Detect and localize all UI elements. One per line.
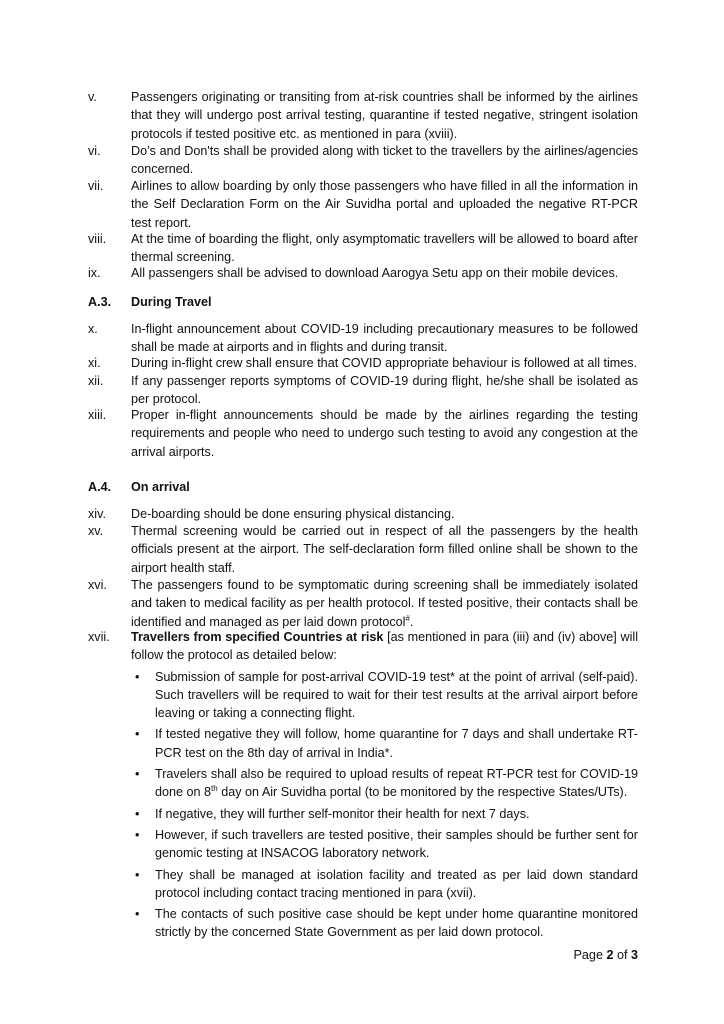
item-number: xvii. xyxy=(88,630,110,644)
section-number: A.3. xyxy=(88,295,112,309)
item-text: Proper in-flight announcements should be made by the airlines regarding the testing requirements and people who need to undergo such testing to avoid any congestion at the arrival airports. xyxy=(131,408,638,459)
item-text: Airlines to allow boarding by only those passengers who have filled in all the information in the Self Declaration Form on the Air Suvidha portal and uploaded the negative RT-PCR test report. xyxy=(131,179,638,230)
bullet-text: However, if such travellers are tested positive, their samples should be further sent for genomic testing at INSACOG laboratory network. xyxy=(155,827,638,861)
list-item xyxy=(88,372,638,409)
list-item xyxy=(88,230,638,267)
bullet-item xyxy=(131,866,638,903)
section-title: On arrival xyxy=(131,480,190,494)
item-number: viii. xyxy=(88,232,107,246)
bullet-icon: • xyxy=(135,806,140,821)
page-word: Page xyxy=(573,948,603,962)
item-text: Thermal screening would be carried out in respect of all the passengers by the health officials present at the airport. The self-declaration form filled online shall be shown to the airport health staff. xyxy=(131,524,638,575)
list-item xyxy=(88,142,638,179)
bullet-text-before: Travelers shall also be required to upload results of repeat RT-PCR test for COVID-19 done on 8 xyxy=(155,767,638,800)
superscript: th xyxy=(211,784,218,794)
bullet-item xyxy=(131,805,638,823)
item-text: All passengers shall be advised to download Aarogya Setu app on their mobile devices. xyxy=(131,266,619,280)
list-item xyxy=(88,522,638,577)
bullet-text: They shall be managed at isolation facility and treated as per laid down standard protocol including contact tracing mentioned in para (xvii). xyxy=(155,867,638,900)
bullet-text: If tested negative they will follow, home quarantine for 7 days and shall undertake RT-PCR test on the 8th day of arrival in India*. xyxy=(155,727,638,760)
bullet-item xyxy=(131,765,638,802)
item-number: vii. xyxy=(88,179,104,193)
bullet-text: If negative, they will further self-monitor their health for next 7 days. xyxy=(155,806,530,821)
bullet-icon: • xyxy=(135,907,140,922)
bullet-item xyxy=(131,725,638,762)
section-heading-a3 xyxy=(88,293,638,311)
item-number: xiv. xyxy=(88,507,106,521)
section-title: During Travel xyxy=(131,295,212,309)
item-text: De-boarding should be done ensuring physical distancing. xyxy=(131,507,455,521)
bullet-text: The contacts of such positive case should be kept under home quarantine monitored strictly by the concerned State Government as per laid down protocol. xyxy=(155,907,638,940)
bullet-icon: • xyxy=(135,767,140,782)
bullet-list xyxy=(131,668,638,942)
bullet-item xyxy=(131,668,638,723)
item-text: At the time of boarding the flight, only asymptomatic travellers will be allowed to board after thermal screening. xyxy=(131,232,638,265)
page-footer xyxy=(574,948,638,962)
item-number: ix. xyxy=(88,266,101,280)
item-number: v. xyxy=(88,90,97,104)
list-item xyxy=(88,354,638,372)
footnote-mark: # xyxy=(405,613,410,623)
item-text: In-flight announcement about COVID-19 including precautionary measures to be followed shall be made at airports and in flights and during transit. xyxy=(131,322,638,355)
list-item xyxy=(88,88,638,143)
list-item xyxy=(88,505,638,523)
item-number: xii. xyxy=(88,374,104,388)
item-number: vi. xyxy=(88,144,101,158)
bullet-item xyxy=(131,905,638,942)
of-word: of xyxy=(616,948,628,962)
page-number: 2 xyxy=(606,948,614,962)
list-item xyxy=(88,406,638,461)
list-item-xvii xyxy=(88,628,638,942)
item-text: Passengers originating or transiting from at-risk countries shall be informed by the airlines that they will undergo post arrival testing, quarantine if tested negative, stringent isolation protocols if tested positive etc. as mentioned in para (xviii). xyxy=(131,90,638,141)
item-text: During in-flight crew shall ensure that COVID appropriate behaviour is followed at all times. xyxy=(131,356,638,370)
item-intro xyxy=(131,628,638,665)
item-number: xiii. xyxy=(88,408,107,422)
item-body xyxy=(131,628,638,942)
item-number: xi. xyxy=(88,356,101,370)
bullet-text: Submission of sample for post-arrival COVID-19 test* at the point of arrival (self-paid). Such travellers will be required to wait for their test results at the arrival airport before leaving or taking a connecting flight. xyxy=(155,669,638,721)
item-number: xvi. xyxy=(88,578,107,592)
item-text-end: . xyxy=(409,614,414,629)
item-lead-bold: Travellers from specified Countries at risk xyxy=(131,630,384,644)
item-text-main: The passengers found to be symptomatic during screening shall be immediately isolated and taken to medical facility as per health protocol. If tested positive, their contacts shall be identified and managed as per laid down protocol xyxy=(131,578,638,629)
page-total: 3 xyxy=(630,948,638,962)
item-lead-rest: [as mentioned in para (iii) and (iv) above] will follow the protocol as detailed below: xyxy=(131,630,638,663)
list-item xyxy=(88,264,638,282)
item-number: xv. xyxy=(88,524,104,538)
item-text xyxy=(131,576,638,631)
item-text: If any passenger reports symptoms of COVID-19 during flight, he/she shall be isolated as per protocol. xyxy=(131,374,638,407)
list-item xyxy=(88,177,638,232)
bullet-icon: • xyxy=(135,727,140,742)
bullet-text-after: day on Air Suvidha portal (to be monitored by the respective States/UTs). xyxy=(217,785,628,800)
list-item xyxy=(88,320,638,357)
bullet-icon: • xyxy=(135,827,140,842)
item-number: x. xyxy=(88,322,98,336)
section-number: A.4. xyxy=(88,480,112,494)
bullet-icon: • xyxy=(135,867,140,882)
bullet-icon: • xyxy=(135,669,140,684)
list-item xyxy=(88,576,638,631)
bullet-item xyxy=(131,826,638,863)
section-heading-a4 xyxy=(88,478,638,496)
item-text: Do’s and Don'ts shall be provided along with ticket to the travellers by the airlines/agencies concerned. xyxy=(131,144,638,177)
